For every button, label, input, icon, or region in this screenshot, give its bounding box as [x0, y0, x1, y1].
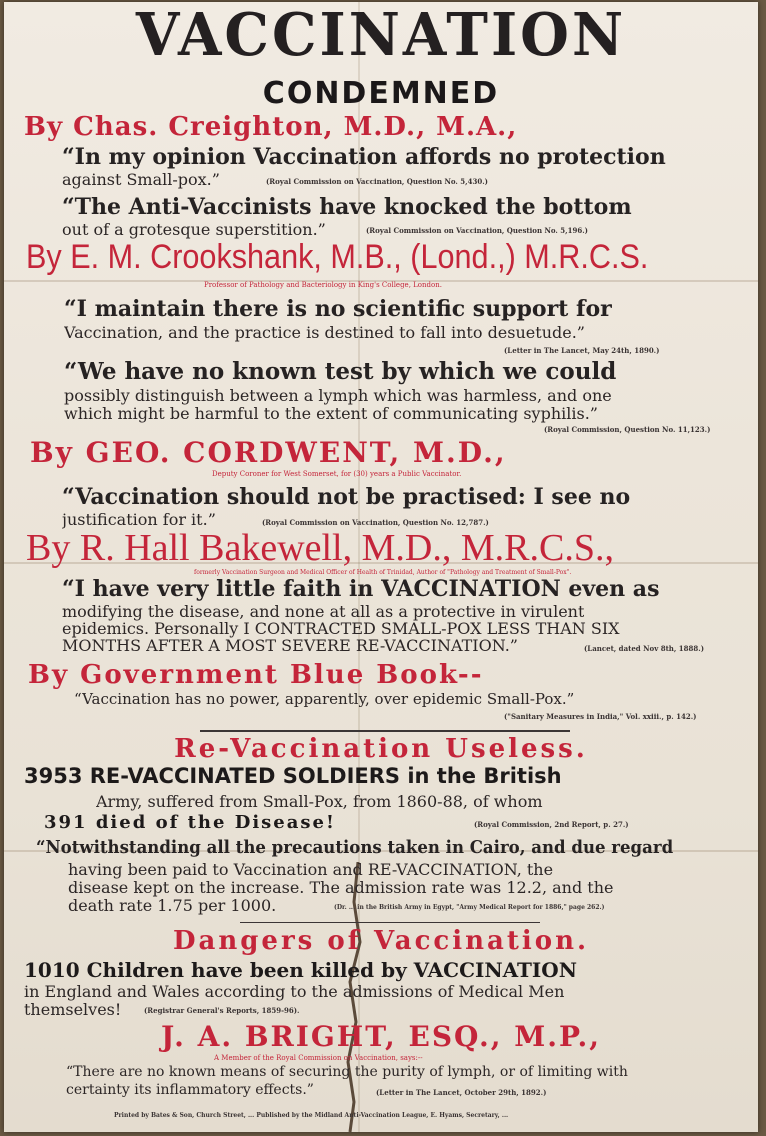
- creighton-quote1-line2: against Small-pox.”: [62, 170, 220, 189]
- poster-subtitle: CONDEMNED: [262, 76, 500, 111]
- revaccination-quote-line4: death rate 1.75 per 1000.: [68, 896, 277, 915]
- crookshank-heading: By E. M. Crookshank, M.B., (Lond.,) M.R.C.S.: [26, 238, 649, 276]
- crookshank-quote2-line2: possibly distinguish between a lymph which was harmless, and one: [64, 386, 612, 405]
- bluebook-quote-cite: ("Sanitary Measures in India," Vol. xxiii., p. 142.): [504, 712, 697, 721]
- creighton-quote1-cite: (Royal Commission on Vaccination, Question No. 5,430.): [266, 177, 488, 186]
- dangers-heading: Dangers of Vaccination.: [172, 926, 590, 956]
- bakewell-quote-line4: MONTHS AFTER A MOST SEVERE RE-VACCINATION.”: [62, 636, 518, 655]
- creighton-quote2-cite: (Royal Commission on Vaccination, Question No. 5,196.): [366, 226, 588, 235]
- revaccination-line3-cite: (Royal Commission, 2nd Report, p. 27.): [474, 820, 629, 829]
- creighton-quote2-line2: out of a grotesque superstition.”: [62, 220, 326, 239]
- crookshank-quote1-cite: (Letter in The Lancet, May 24th, 1890.): [504, 346, 660, 355]
- revaccination-quote-cite: (Dr. ... in the British Army in Egypt, "Army Medical Report for 1886," page 262.): [334, 904, 605, 911]
- revaccination-line1: 3953 RE-VACCINATED SOLDIERS in the British: [24, 764, 562, 788]
- creighton-heading: By Chas. Creighton, M.D., M.A.,: [24, 112, 518, 142]
- crookshank-quote1-line2: Vaccination, and the practice is destined to fall into desuetude.”: [64, 323, 585, 342]
- revaccination-heading: Re-Vaccination Useless.: [174, 734, 588, 764]
- bakewell-quote-line3: epidemics. Personally I CONTRACTED SMALL-POX LESS THAN SIX: [62, 619, 620, 638]
- crookshank-quote2-cite: (Royal Commission, Question No. 11,123.): [544, 425, 711, 434]
- printer-footer: Printed by Bates & Son, Church Street, ... Published by the Midland Anti-Vaccination League, E. Hyams, Secretary, ...: [114, 1112, 509, 1119]
- bright-cite: (Letter in The Lancet, October 29th, 1892.): [376, 1088, 547, 1097]
- crookshank-quote1-line1: “I maintain there is no scientific support for: [64, 296, 612, 322]
- cordwent-heading: By GEO. CORDWENT, M.D.,: [30, 436, 507, 469]
- dangers-line1: 1010 Children have been killed by VACCINATION: [24, 958, 577, 982]
- revaccination-line3: 391 died of the Disease!: [44, 812, 336, 833]
- creighton-quote2-line1: “The Anti-Vaccinists have knocked the bottom: [62, 194, 632, 220]
- cordwent-subheading: Deputy Coroner for West Somerset, for (30) years a Public Vaccinator.: [212, 470, 462, 478]
- cordwent-quote-line1: “Vaccination should not be practised: I see no: [62, 484, 631, 510]
- bright-subheading: A Member of the Royal Commission on Vaccination, says:--: [214, 1054, 423, 1062]
- bright-heading: J. A. BRIGHT, ESQ., M.P.,: [161, 1020, 601, 1053]
- divider-rule: [200, 730, 570, 732]
- bakewell-quote-line1: “I have very little faith in VACCINATION even as: [62, 576, 660, 602]
- revaccination-quote-line2: having been paid to Vaccination and RE-VACCINATION, the: [68, 860, 554, 879]
- crookshank-quote2-line3: which might be harmful to the extent of communicating syphilis.”: [64, 404, 598, 423]
- bluebook-quote: “Vaccination has no power, apparently, over epidemic Small-Pox.”: [74, 690, 575, 708]
- bright-quote-line2: certainty its inflammatory effects.”: [66, 1082, 314, 1098]
- crookshank-quote2-line1: “We have no known test by which we could: [64, 358, 617, 385]
- bakewell-quote-cite: (Lancet, dated Nov 8th, 1888.): [584, 644, 705, 653]
- divider-rule: [240, 922, 540, 923]
- bakewell-subheading: formerly Vaccination Surgeon and Medical Officer of Health of Trinidad, Author of "Pathology and Treatment of Small-Pox".: [194, 569, 572, 576]
- bakewell-heading: By R. Hall Bakewell, M.D., M.R.C.S.,: [26, 527, 614, 569]
- revaccination-line2: Army, suffered from Small-Pox, from 1860-88, of whom: [96, 792, 543, 811]
- revaccination-quote-line1: “Notwithstanding all the precautions taken in Cairo, and due regard: [36, 837, 674, 858]
- poster-title: VACCINATION: [135, 2, 627, 70]
- bakewell-quote-line2: modifying the disease, and none at all as a protective in virulent: [62, 602, 585, 621]
- poster: [4, 2, 758, 1132]
- revaccination-quote-line3: disease kept on the increase. The admission rate was 12.2, and the: [68, 878, 614, 897]
- cordwent-quote-line2: justification for it.”: [62, 510, 216, 529]
- dangers-line2: in England and Wales according to the admissions of Medical Men: [24, 982, 565, 1001]
- cordwent-quote-cite: (Royal Commission on Vaccination, Question No. 12,787.): [262, 518, 489, 527]
- crookshank-subheading: Professor of Pathology and Bacteriology in King's College, London.: [204, 281, 442, 289]
- creighton-quote1-line1: “In my opinion Vaccination affords no protection: [62, 144, 666, 170]
- dangers-line3-cite: (Registrar General's Reports, 1859-96).: [144, 1006, 300, 1015]
- bright-quote-line1: “There are no known means of securing the purity of lymph, or of limiting with: [66, 1064, 628, 1080]
- bluebook-heading: By Government Blue Book--: [28, 660, 484, 690]
- dangers-line3: themselves!: [24, 1000, 122, 1019]
